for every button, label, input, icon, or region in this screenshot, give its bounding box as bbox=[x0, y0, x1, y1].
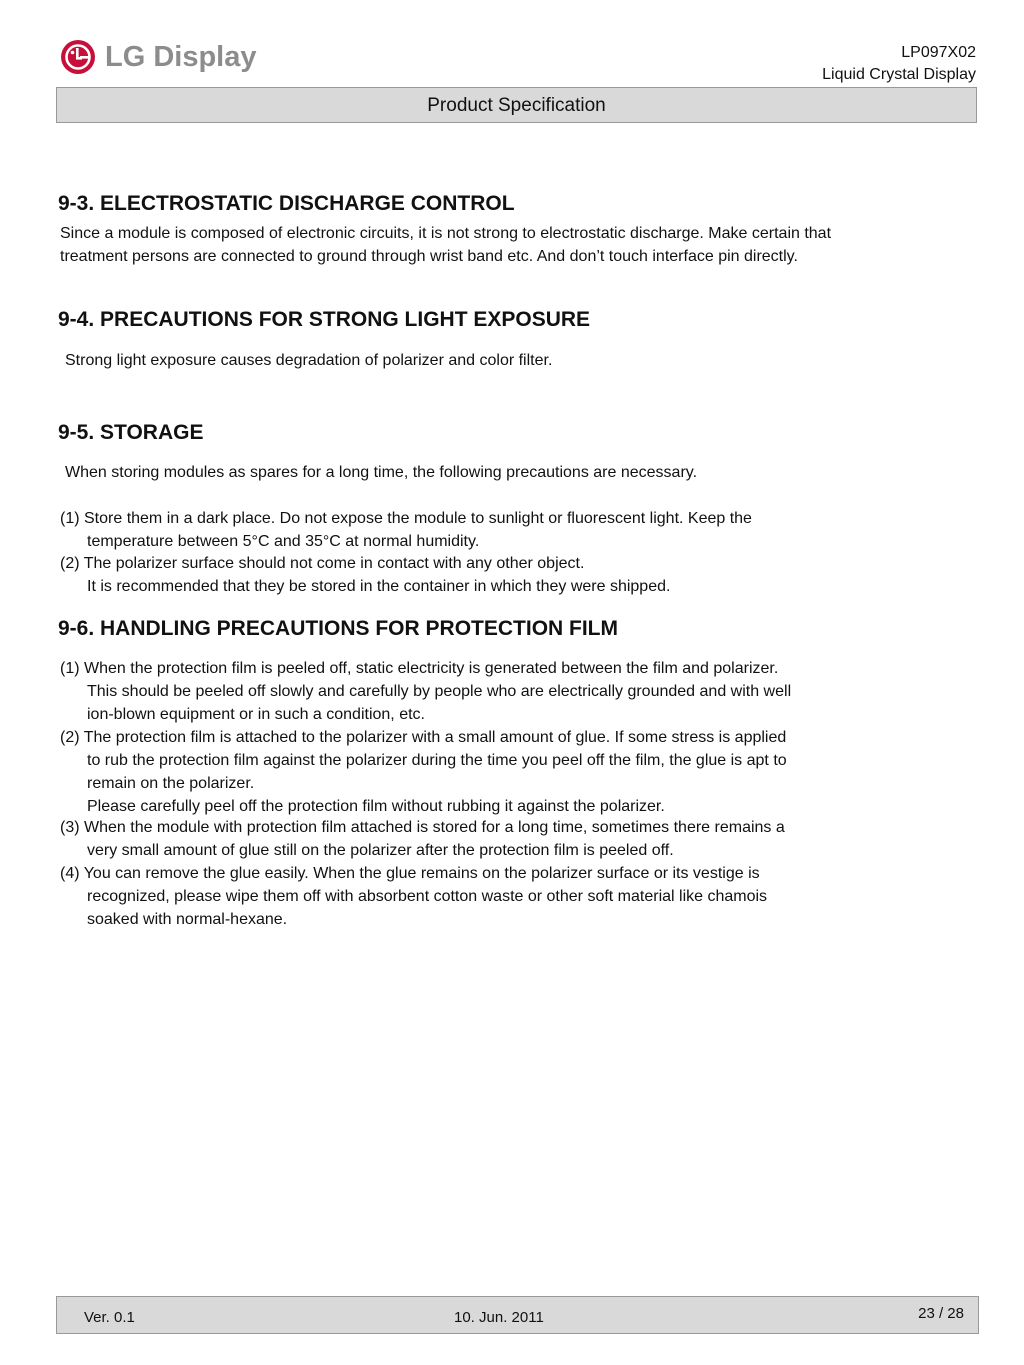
document-id bbox=[822, 42, 976, 86]
storage-item-2-line-1: (2) The polarizer surface should not come in contact with any other object. bbox=[60, 555, 585, 572]
section-9-5-title: 9-5. STORAGE bbox=[58, 421, 204, 444]
storage-item-2 bbox=[60, 552, 976, 598]
film-item-4-line-3: soaked with normal-hexane. bbox=[87, 911, 288, 928]
section-9-3-title: 9-3. ELECTROSTATIC DISCHARGE CONTROL bbox=[58, 192, 515, 215]
film-item-1-line-1: (1) When the protection film is peeled off, static electricity is generated between the film and polarizer. bbox=[60, 660, 779, 677]
model-number: LP097X02 bbox=[901, 44, 976, 61]
storage-item-1-line-1: (1) Store them in a dark place. Do not expose the module to sunlight or fluorescent light. Keep the bbox=[60, 510, 752, 527]
lg-face-icon bbox=[60, 39, 96, 75]
storage-item-1-line-2: temperature between 5°C and 35°C at normal humidity. bbox=[87, 533, 480, 550]
lg-display-logo bbox=[60, 36, 257, 78]
product-specification-banner: Product Specification bbox=[56, 87, 977, 123]
film-item-4-line-1: (4) You can remove the glue easily. When the glue remains on the polarizer surface or its vestige is bbox=[60, 865, 760, 882]
film-item-1-line-3: ion-blown equipment or in such a condition, etc. bbox=[87, 706, 425, 723]
storage-item-1 bbox=[60, 507, 976, 553]
section-9-5-intro: When storing modules as spares for a long time, the following precautions are necessary. bbox=[65, 464, 698, 481]
film-item-1 bbox=[60, 657, 976, 726]
film-item-2-line-2: to rub the protection film against the polarizer during the time you peel off the film, the glue is apt to bbox=[87, 752, 787, 769]
footer-page-number: 23 / 28 bbox=[918, 1305, 964, 1322]
film-item-2 bbox=[60, 726, 976, 818]
section-9-6-title: 9-6. HANDLING PRECAUTIONS FOR PROTECTION FILM bbox=[58, 617, 619, 640]
footer-version: Ver. 0.1 bbox=[84, 1309, 135, 1326]
storage-item-2-line-2: It is recommended that they be stored in the container in which they were shipped. bbox=[87, 578, 671, 595]
section-9-3-line-2: treatment persons are connected to ground through wrist band etc. And don’t touch interface pin directly. bbox=[60, 248, 798, 265]
section-9-4-title: 9-4. PRECAUTIONS FOR STRONG LIGHT EXPOSURE bbox=[58, 308, 591, 331]
film-item-2-line-3: remain on the polarizer. bbox=[87, 775, 255, 792]
brand-name: LG Display bbox=[105, 40, 257, 73]
film-item-4-line-2: recognized, please wipe them off with absorbent cotton waste or other soft material like chamois bbox=[87, 888, 768, 905]
film-item-3-line-1: (3) When the module with protection film attached is stored for a long time, sometimes there remains a bbox=[60, 819, 785, 836]
section-9-4-text: Strong light exposure causes degradation of polarizer and color filter. bbox=[65, 352, 553, 369]
page-footer bbox=[56, 1296, 979, 1334]
footer-date: 10. Jun. 2011 bbox=[454, 1309, 544, 1326]
film-item-3 bbox=[60, 816, 976, 862]
section-9-3-line-1: Since a module is composed of electronic circuits, it is not strong to electrostatic discharge. Make certain that bbox=[60, 225, 832, 242]
film-item-4 bbox=[60, 862, 976, 931]
film-item-3-line-2: very small amount of glue still on the polarizer after the protection film is peeled off. bbox=[87, 842, 674, 859]
product-type: Liquid Crystal Display bbox=[822, 66, 976, 83]
film-item-2-line-1: (2) The protection film is attached to the polarizer with a small amount of glue. If some stress is applied bbox=[60, 729, 787, 746]
film-item-1-line-2: This should be peeled off slowly and carefully by people who are electrically grounded and with well bbox=[87, 683, 792, 700]
film-item-2-line-4: Please carefully peel off the protection film without rubbing it against the polarizer. bbox=[87, 798, 665, 815]
